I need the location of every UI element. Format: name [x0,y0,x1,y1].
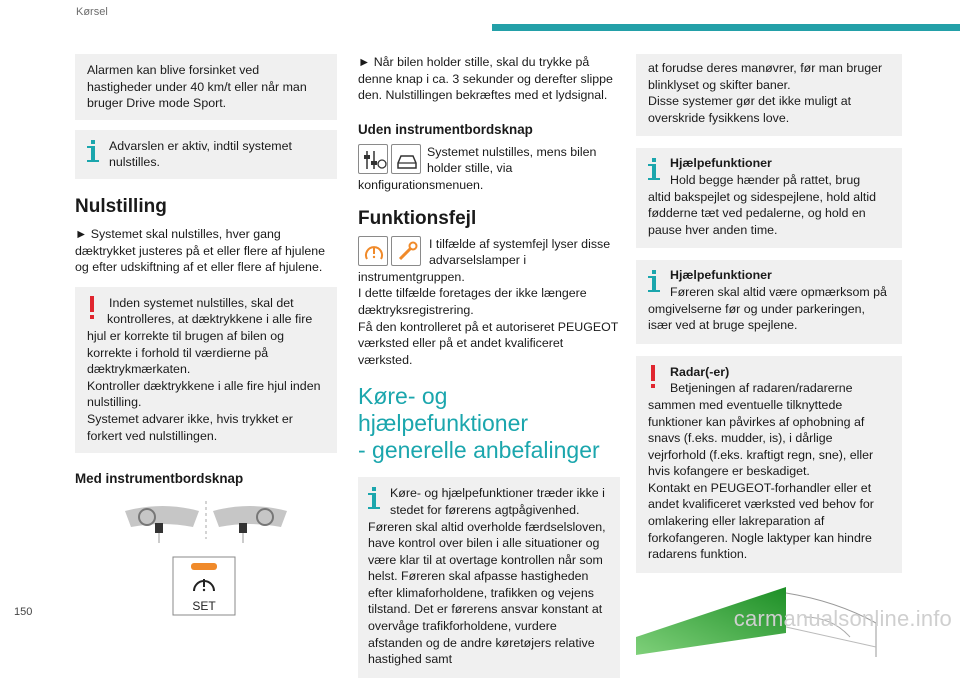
dashboard-right-shape [213,506,287,527]
watermark: carmanualsonline.info [733,606,952,631]
column-2 [358,54,620,678]
car-icon [391,144,421,174]
page-number: 150 [14,606,33,618]
warning-box [75,287,337,453]
radar-line1: Betjeningen af radaren/radarerne [670,381,853,396]
fault-block [358,236,620,369]
heading-without-panel: Uden instrumentbordsknap [358,121,533,137]
warning-icon [649,365,657,389]
radar-title: Radar(-er) [670,364,730,379]
info-icon [368,487,380,509]
alarm-note-text: Alarmen kan blive forsinket ved hastigheder under 40 km/t eller når man bruger Drive mode Sport. [87,63,307,111]
without-panel-line1: Systemet nulstilles, mens bilen [427,144,597,159]
help2-line2: omgivelserne før og under parkeringen, især ved at bruge spejlene. [648,301,865,333]
assist-info-box [358,477,620,678]
info-note-line1: Advarslen er aktiv, indtil systemet [109,138,292,153]
set-button-led [191,563,217,570]
radar-warning-box [636,356,902,573]
warning-line3: Kontroller dæktrykkene i alle fire hjul inden nulstilling. [87,378,321,410]
fault-line1: I tilfælde af systemfejl lyser disse [429,236,611,251]
heading-reset: Nulstilling [75,195,167,217]
info-icon [87,140,99,162]
settings-menu-icon [358,144,388,174]
help2-line1: Føreren skal altid være opmærksom på [670,284,887,299]
help1-line1: Hold begge hænder på rattet, brug [670,172,861,187]
assist-line1: Køre- og hjælpefunktioner træder ikke i [390,486,605,501]
info-icon [648,270,660,292]
continued-line2: Disse systemer gør det ikke muligt at overskride fysikkens love. [648,94,852,125]
info-note-box [75,130,337,179]
without-panel-block [358,144,620,194]
help1-line2: altid bakspejlet og sidespejlene, hold altid fødderne tæt ved pedalerne, og hold en pause hver anden time. [648,189,877,237]
assist-line3: Føreren skal altid overholde færdselsloven, have kontrol over bilen i alle situationer og være klar til at overtage kontrollen når som helst. Føreren skal afpasse hastigheden efter klimaforholdene, trafikken og vejens tilstand. Det er førerens ansvar konstant at overvåge trafikforholdene, vurdere afstanden og de andre køretøjers relative hastighed samt [368,519,606,667]
without-panel-line2: holder stille, via [427,161,513,176]
radar-line3: Kontakt en PEUGEOT-forhandler eller et andet kvalificeret værksted ved behov for omlakering eller lakreparation af forkofangeren. Nogle laktyper kan hindre radarens funktion. [648,480,874,562]
fault-line3: instrumentgruppen. [358,269,465,284]
wrench-warning-icon [391,236,421,266]
continued-line1: at forudse deres manøvrer, før man bruger blinklyset og skifter baner. [648,61,883,92]
column-1 [75,54,337,615]
help1-box [636,148,902,248]
warning-icon [88,296,96,320]
assist-line2: stedet for førerens agtpågivenhed. [390,502,580,517]
dashboard-button-illustration [75,497,337,615]
warning-lamp-icons [358,236,421,266]
help2-box [636,260,902,343]
heading-fault: Funktionsfejl [358,207,477,229]
warning-line2: kontrolleres, at dæktrykkene i alle fire hjul er korrekte til brugen af bilen og korrekte i forhold til værdierne på dæktrykmærkaten. [87,312,313,377]
alarm-note-box [75,54,337,120]
header-accent-bar [492,24,960,31]
heading-assist-2: - generelle anbefalinger [358,437,600,464]
warning-line1: Inden systemet nulstilles, skal det [109,295,294,310]
heading-assist-1: Køre- og hjælpefunktioner [358,383,529,437]
help2-title: Hjælpefunktioner [670,268,772,283]
reset-text: ► Systemet skal nulstilles, hver gang dæktrykket justeres på et eller flere af hjulene og efter udskiftning af et eller flere af hjulene. [75,226,326,275]
tire-warning-icon [358,236,388,266]
continued-box [636,54,902,136]
fault-line2: advarselslamper i [429,253,527,268]
heading-with-panel: Med instrumentbordsknap [75,471,244,487]
menu-icons [358,144,421,174]
help1-title: Hjælpefunktioner [670,156,772,171]
fault-line4: I dette tilfælde foretages der ikke længere dæktryksregistrering. [358,286,587,317]
warning-line4: Systemet advarer ikke, hvis trykket er forkert ved nulstillingen. [87,411,293,443]
fault-line5: Få den kontrolleret på et autoriseret PEUGEOT værksted eller på et andet kvalificeret værksted. [358,319,619,367]
column-3 [636,54,902,657]
button-marker-right [239,523,247,533]
set-button-label: SET [192,599,216,614]
info-note-line2: nulstilles. [109,155,160,170]
without-panel-line3: konfigurationsmenuen. [358,177,484,192]
radar-line2: sammen med eventuelle tilknyttede funktioner kan påvirkes af ophobning af snavs (f.eks. mudder, is), i dårlige vejrforhold (f.eks. kraftigt regn, sne), eller hvis kofangere er beskadiget. [648,397,874,479]
step-text: ► Når bilen holder stille, skal du trykke på denne knap i ca. 3 sekunder og derefter slippe den. Nulstillingen bekræftes med et lydsignal. [358,55,613,103]
button-marker-left [155,523,163,533]
section-title: Kørsel [76,6,108,18]
info-icon [648,158,660,180]
